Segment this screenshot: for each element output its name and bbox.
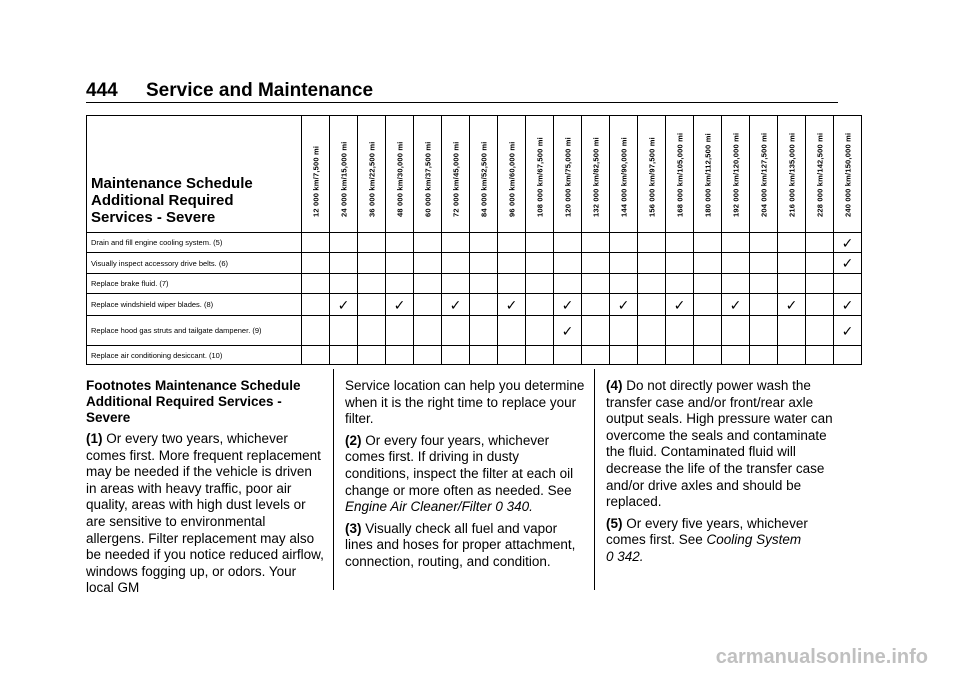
service-row — [87, 346, 862, 365]
section-title: Service and Maintenance — [146, 80, 374, 101]
footnote-1-continued: Service location can help you determine when it is the right time to replace your filter. — [345, 378, 585, 427]
schedule-cell — [526, 274, 554, 294]
schedule-cell — [694, 316, 722, 346]
interval-label: 84 000 km/52,500 mi — [479, 141, 488, 217]
service-row — [87, 274, 862, 294]
schedule-cell — [582, 294, 610, 316]
schedule-cell — [386, 346, 414, 365]
checkmark-icon: ✓ — [442, 294, 470, 316]
checkmark-icon: ✓ — [834, 316, 862, 346]
schedule-cell — [470, 346, 498, 365]
checkmark-icon: ✓ — [610, 294, 638, 316]
interval-header — [302, 116, 330, 233]
schedule-cell — [722, 253, 750, 274]
header-rule — [86, 102, 838, 103]
schedule-cell — [386, 253, 414, 274]
schedule-cell — [778, 274, 806, 294]
schedule-cell — [806, 253, 834, 274]
schedule-cell — [470, 233, 498, 253]
schedule-cell — [442, 316, 470, 346]
interval-label: 96 000 km/60,000 mi — [507, 141, 516, 217]
service-label: Replace hood gas struts and tailgate dampener. (9) — [87, 316, 302, 346]
schedule-cell — [470, 316, 498, 346]
column-divider — [594, 369, 595, 590]
interval-label: 228 000 km/142,500 mi — [815, 132, 824, 217]
schedule-cell — [330, 253, 358, 274]
schedule-cell — [610, 233, 638, 253]
schedule-cell — [722, 233, 750, 253]
schedule-cell — [666, 346, 694, 365]
maintenance-schedule-table — [86, 115, 862, 365]
interval-label: 48 000 km/30,000 mi — [395, 141, 404, 217]
schedule-cell — [442, 253, 470, 274]
cross-reference-link[interactable]: Engine Air Cleaner/Filter — [345, 499, 492, 515]
watermark: carmanualsonline.info — [715, 646, 928, 668]
schedule-cell — [526, 346, 554, 365]
footnote-number: (2) — [345, 432, 362, 448]
schedule-cell — [806, 316, 834, 346]
schedule-cell — [386, 274, 414, 294]
footnote-number: (3) — [345, 520, 362, 536]
footnote-text: Do not directly power wash the transfer case and/or front/rear axle output seals. High pressure water can overcome the seals and contaminate the fluid. Contaminated fluid will decrease the life of the transfer case and/or drive axles and should be replaced. — [606, 378, 833, 510]
schedule-cell — [610, 274, 638, 294]
schedule-cell — [358, 253, 386, 274]
service-label: Visually inspect accessory drive belts. (6) — [87, 253, 302, 274]
schedule-cell — [526, 253, 554, 274]
table-title — [87, 116, 302, 233]
schedule-cell — [750, 233, 778, 253]
page-reference[interactable]: 0 340. — [495, 499, 533, 515]
interval-header — [722, 116, 750, 233]
schedule-cell — [330, 316, 358, 346]
schedule-cell — [610, 346, 638, 365]
interval-label: 156 000 km/97,500 mi — [647, 137, 656, 217]
schedule-cell — [806, 294, 834, 316]
schedule-cell — [414, 294, 442, 316]
schedule-cell — [330, 233, 358, 253]
footnote-text: Or every two years, whichever comes first. More frequent replacement may be needed if the vehicle is driven in areas with heavy traffic, poor air quality, areas with high dust levels or are sensitive to environmental allergens. Filter replacement may also be needed if you notice reduced airflow, windows fogging up, or odors. Your local GM — [86, 431, 324, 596]
schedule-cell — [302, 253, 330, 274]
checkmark-icon: ✓ — [666, 294, 694, 316]
interval-header — [750, 116, 778, 233]
interval-label: 240 000 km/150,000 mi — [843, 132, 852, 217]
checkmark-icon: ✓ — [554, 316, 582, 346]
schedule-cell — [666, 274, 694, 294]
schedule-cell — [806, 346, 834, 365]
schedule-cell — [638, 253, 666, 274]
schedule-cell — [694, 346, 722, 365]
interval-label: 192 000 km/120,000 mi — [731, 132, 740, 217]
service-label: Replace air conditioning desiccant. (10) — [87, 346, 302, 365]
schedule-cell — [358, 316, 386, 346]
interval-header — [806, 116, 834, 233]
interval-header — [834, 116, 862, 233]
service-row — [87, 316, 862, 346]
interval-header — [554, 116, 582, 233]
schedule-cell — [750, 274, 778, 294]
interval-label: 108 000 km/67,500 mi — [535, 137, 544, 217]
schedule-cell — [582, 316, 610, 346]
schedule-cell — [582, 233, 610, 253]
interval-label: 120 000 km/75,000 mi — [563, 137, 572, 217]
service-row — [87, 253, 862, 274]
interval-header — [666, 116, 694, 233]
schedule-cell — [582, 346, 610, 365]
page-header — [86, 80, 373, 102]
schedule-cell — [498, 274, 526, 294]
schedule-cell — [470, 294, 498, 316]
footnote-number: (1) — [86, 431, 103, 446]
interval-header — [638, 116, 666, 233]
schedule-cell — [582, 253, 610, 274]
schedule-cell — [750, 253, 778, 274]
checkmark-icon: ✓ — [834, 233, 862, 253]
interval-header — [610, 116, 638, 233]
schedule-cell — [498, 346, 526, 365]
schedule-cell — [666, 253, 694, 274]
schedule-cell — [386, 233, 414, 253]
schedule-cell — [302, 233, 330, 253]
schedule-cell — [610, 316, 638, 346]
schedule-cell — [750, 294, 778, 316]
checkmark-icon: ✓ — [330, 294, 358, 316]
interval-label: 24 000 km/15,000 mi — [339, 141, 348, 217]
schedule-cell — [806, 274, 834, 294]
schedule-cell — [722, 346, 750, 365]
checkmark-icon: ✓ — [834, 294, 862, 316]
checkmark-icon: ✓ — [722, 294, 750, 316]
footnote-number: (4) — [606, 378, 623, 393]
schedule-cell — [638, 294, 666, 316]
checkmark-icon: ✓ — [554, 294, 582, 316]
footnote-text: Visually check all fuel and vapor lines and hoses for proper attachment, connection, routing, and condition. — [345, 520, 576, 569]
schedule-cell — [778, 346, 806, 365]
footnote-5 — [606, 516, 842, 566]
schedule-cell — [610, 253, 638, 274]
footnote-text: Or every five years, whichever comes first. See — [606, 515, 808, 548]
schedule-cell — [414, 233, 442, 253]
footnote-2 — [345, 433, 585, 516]
schedule-cell — [694, 253, 722, 274]
schedule-cell — [386, 316, 414, 346]
footnotes-column-1 — [86, 378, 326, 602]
footnote-number: (5) — [606, 515, 623, 531]
schedule-cell — [638, 316, 666, 346]
schedule-cell — [470, 253, 498, 274]
footnotes-column-3 — [606, 378, 842, 571]
footnote-1 — [86, 431, 326, 597]
interval-header — [498, 116, 526, 233]
footnotes-heading: Footnotes Maintenance Schedule Additional Required Services - Severe — [86, 378, 301, 425]
cross-reference-link[interactable]: Cooling System — [706, 532, 802, 548]
schedule-cell — [554, 233, 582, 253]
schedule-cell — [414, 316, 442, 346]
checkmark-icon: ✓ — [386, 294, 414, 316]
interval-label: 132 000 km/82,500 mi — [591, 137, 600, 217]
schedule-cell — [414, 346, 442, 365]
interval-header — [330, 116, 358, 233]
schedule-cell — [694, 294, 722, 316]
schedule-cell — [750, 316, 778, 346]
service-row — [87, 294, 862, 316]
page-number: 444 — [86, 80, 118, 101]
schedule-cell — [498, 233, 526, 253]
table-title-line: Maintenance Schedule — [91, 175, 253, 192]
schedule-cell — [778, 253, 806, 274]
schedule-cell — [358, 233, 386, 253]
checkmark-icon: ✓ — [778, 294, 806, 316]
schedule-cell — [470, 274, 498, 294]
footnotes-column-2 — [345, 378, 585, 576]
schedule-cell — [358, 274, 386, 294]
service-label: Replace brake fluid. (7) — [87, 274, 302, 294]
schedule-cell — [526, 316, 554, 346]
table-title-line: Services - Severe — [91, 209, 216, 226]
interval-label: 36 000 km/22,500 mi — [367, 141, 376, 217]
schedule-cell — [526, 294, 554, 316]
interval-label: 168 000 km/105,000 mi — [675, 132, 684, 217]
schedule-cell — [834, 274, 862, 294]
schedule-cell — [666, 316, 694, 346]
schedule-cell — [778, 233, 806, 253]
schedule-cell — [302, 274, 330, 294]
footnote-text: Or every four years, whichever comes first. If driving in dusty conditions, inspect the filter at each oil change or more often as needed. See — [345, 432, 574, 498]
service-label: Drain and fill engine cooling system. (5) — [87, 233, 302, 253]
interval-header — [414, 116, 442, 233]
schedule-cell — [330, 346, 358, 365]
schedule-cell — [554, 253, 582, 274]
interval-label: 72 000 km/45,000 mi — [451, 141, 460, 217]
column-divider — [333, 369, 334, 590]
footnote-4 — [606, 378, 842, 511]
checkmark-icon: ✓ — [498, 294, 526, 316]
schedule-cell — [722, 274, 750, 294]
interval-header — [358, 116, 386, 233]
schedule-cell — [442, 346, 470, 365]
interval-header — [526, 116, 554, 233]
table-title-line: Additional Required — [91, 192, 234, 209]
schedule-cell — [554, 346, 582, 365]
schedule-cell — [722, 316, 750, 346]
schedule-cell — [806, 233, 834, 253]
interval-label: 180 000 km/112,500 mi — [703, 133, 712, 217]
service-row — [87, 233, 862, 253]
schedule-cell — [554, 274, 582, 294]
schedule-cell — [638, 346, 666, 365]
schedule-cell — [442, 274, 470, 294]
page-reference[interactable]: 0 342. — [606, 548, 644, 564]
schedule-cell — [834, 346, 862, 365]
interval-header — [778, 116, 806, 233]
interval-label: 216 000 km/135,000 mi — [787, 132, 796, 217]
schedule-cell — [582, 274, 610, 294]
schedule-cell — [638, 274, 666, 294]
schedule-cell — [498, 316, 526, 346]
schedule-cell — [302, 346, 330, 365]
interval-header — [470, 116, 498, 233]
schedule-cell — [778, 316, 806, 346]
schedule-cell — [302, 294, 330, 316]
schedule-cell — [442, 233, 470, 253]
interval-header — [694, 116, 722, 233]
schedule-cell — [358, 346, 386, 365]
schedule-cell — [666, 233, 694, 253]
interval-header — [582, 116, 610, 233]
interval-label: 144 000 km/90,000 mi — [619, 137, 628, 217]
interval-header — [386, 116, 414, 233]
schedule-cell — [330, 274, 358, 294]
schedule-cell — [694, 233, 722, 253]
schedule-cell — [302, 316, 330, 346]
schedule-cell — [358, 294, 386, 316]
interval-label: 204 000 km/127,500 mi — [759, 132, 768, 217]
schedule-cell — [750, 346, 778, 365]
schedule-cell — [526, 233, 554, 253]
checkmark-icon: ✓ — [834, 253, 862, 274]
schedule-cell — [638, 233, 666, 253]
service-label: Replace windshield wiper blades. (8) — [87, 294, 302, 316]
footnote-3 — [345, 521, 585, 571]
schedule-cell — [498, 253, 526, 274]
interval-label: 12 000 km/7,500 mi — [311, 145, 320, 217]
table-header-row — [87, 116, 862, 233]
schedule-cell — [414, 274, 442, 294]
schedule-cell — [414, 253, 442, 274]
interval-header — [442, 116, 470, 233]
schedule-cell — [694, 274, 722, 294]
interval-label: 60 000 km/37,500 mi — [423, 141, 432, 217]
